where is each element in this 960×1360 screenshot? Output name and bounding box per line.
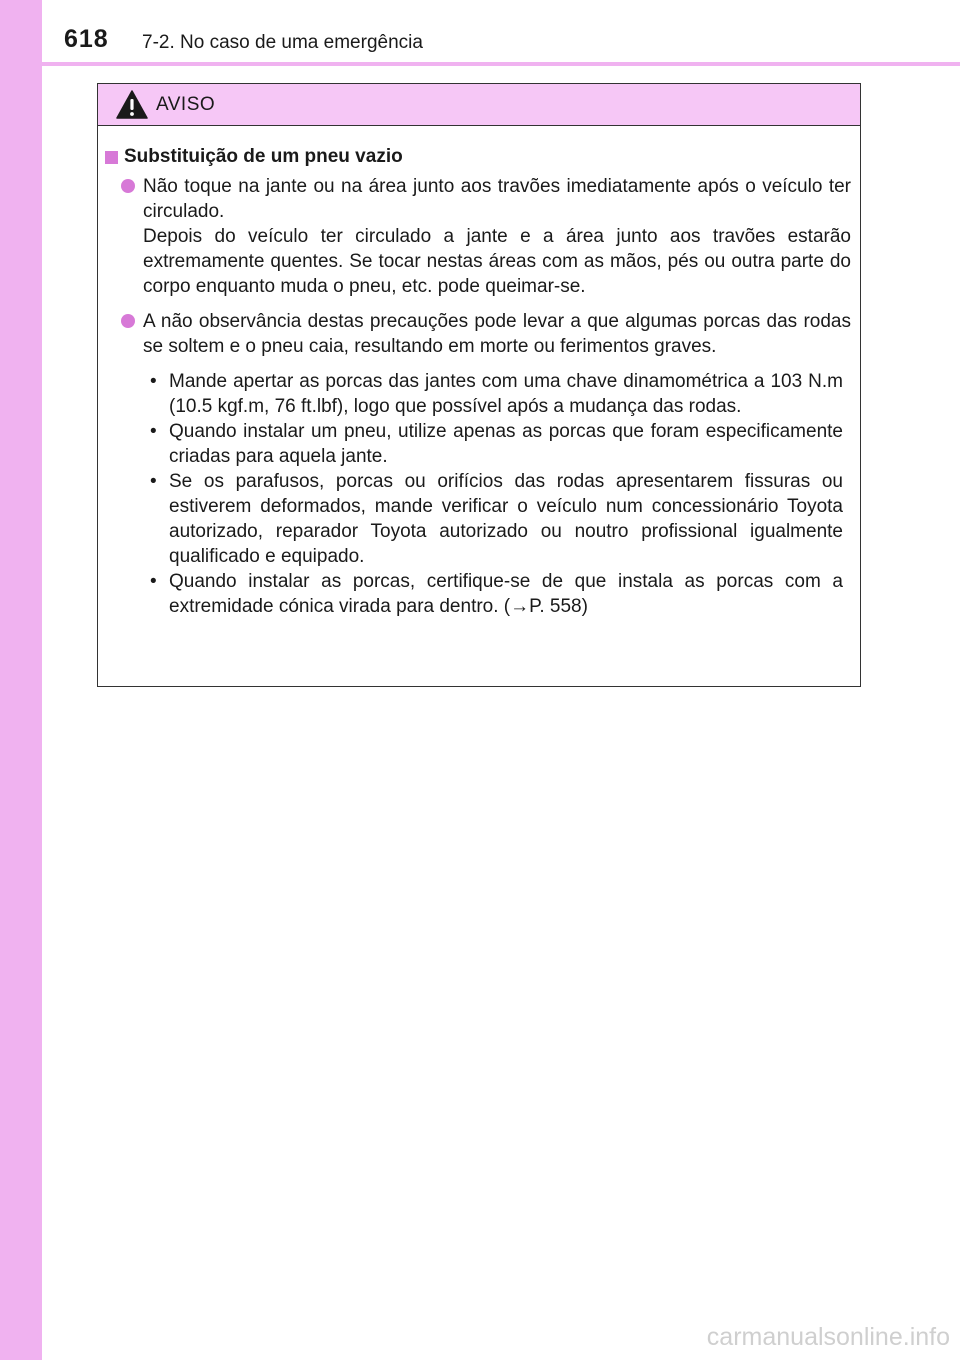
list-item-text: Quando instalar um pneu, utilize apenas as porcas que foram especificamente criadas para aquela jante. [169,421,843,467]
list-item: • Quando instalar um pneu, utilize apenas as porcas que foram especificamente criadas para aquela jante. [150,421,843,467]
paragraph: Não toque na jante ou na área junto aos travões imediatamente após o veículo ter circulado. [143,176,851,222]
circle-bullet-icon [121,314,135,328]
warning-box [97,83,861,687]
paragraph: A não observância destas precauções pode levar a que algumas porcas das rodas se soltem e o pneu caia, resultando em morte ou ferimentos graves. [143,311,851,357]
page-header [42,0,960,66]
header-rule [42,62,960,66]
list-item: • Se os parafusos, porcas ou orifícios das rodas apresentarem fissuras ou estiverem deformados, mande verificar o veículo num concessionário Toyota autorizado, reparador Toyota autorizado ou noutro profissional igualmente qualificado e equipado. [150,471,843,567]
warning-header [98,84,860,126]
warning-item-2 [104,309,851,359]
list-item-text: Quando instalar as porcas, certifique-se de que instala as porcas com a extremidade cónica virada para dentro. (→P. 558) [169,571,843,617]
page-number: 618 [64,25,109,53]
warning-heading [104,144,851,170]
section-title: 7-2. No caso de uma emergência [142,32,423,53]
list-item-text: Se os parafusos, porcas ou orifícios das rodas apresentarem fissuras ou estiverem deformados, mande verificar o veículo num concessionário Toyota autorizado, reparador Toyota autorizado ou noutro profissional igualmente qualificado e equipado. [169,471,843,567]
warning-triangle-icon [116,90,148,119]
paragraph: Depois do veículo ter circulado a jante e a área junto aos travões estarão extremamente quentes. Se tocar nestas áreas com as mãos, pés ou outra parte do corpo enquanto muda o pneu, etc. pode queimar-se. [143,226,851,297]
warning-heading-text: Substituição de um pneu vazio [124,146,403,167]
square-bullet-icon [105,151,118,164]
sub-list [128,369,851,619]
warning-body [98,126,860,619]
warning-label: AVISO [156,94,216,115]
list-item: • Mande apertar as porcas das jantes com uma chave dinamométrica a 103 N.m (10.5 kgf.m, 76 ft.lbf), logo que possível após a mudança das rodas. [150,371,843,417]
side-band [0,0,42,1360]
list-item: • Quando instalar as porcas, certifique-se de que instala as porcas com a extremidade cónica virada para dentro. (→P. 558) [150,571,843,617]
circle-bullet-icon [121,179,135,193]
list-item-text: Mande apertar as porcas das jantes com uma chave dinamométrica a 103 N.m (10.5 kgf.m, 76 ft.lbf), logo que possível após a mudança das rodas. [169,371,843,417]
warning-item-1 [104,174,851,299]
watermark: carmanualsonline.info [706,1323,950,1351]
